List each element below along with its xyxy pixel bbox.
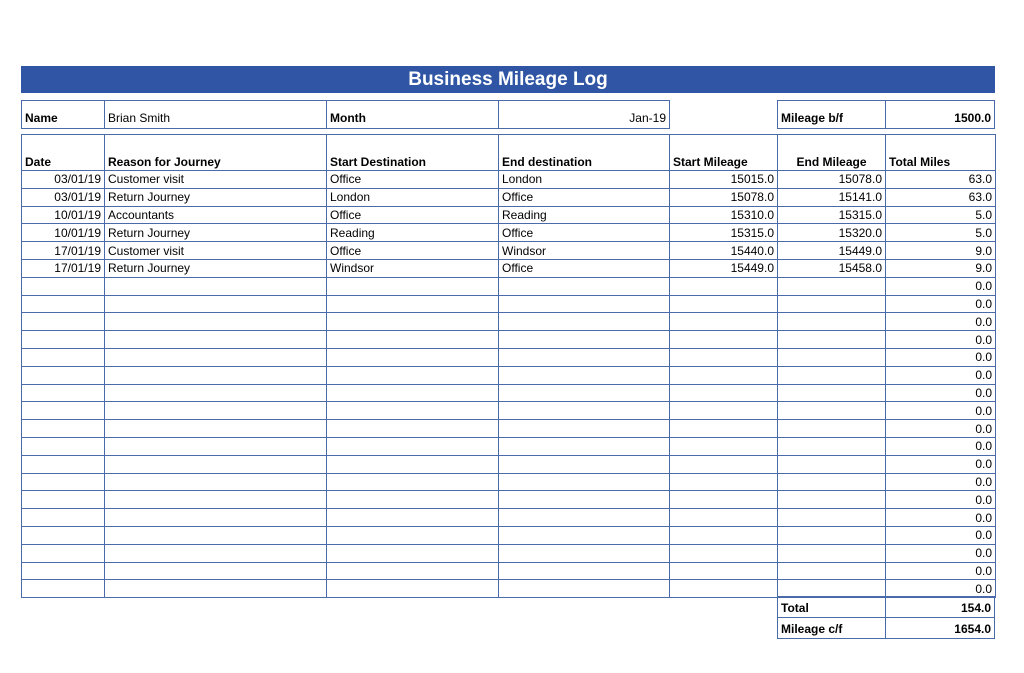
start-destination-cell[interactable]: Windsor	[327, 259, 499, 277]
reason-cell[interactable]	[105, 348, 327, 366]
start-destination-cell[interactable]: Office	[327, 206, 499, 224]
end-destination-cell[interactable]	[499, 402, 670, 420]
start-destination-cell[interactable]	[327, 348, 499, 366]
start-mileage-cell[interactable]	[670, 509, 778, 527]
start-destination-cell[interactable]	[327, 437, 499, 455]
total-miles-cell[interactable]: 0.0	[886, 562, 996, 580]
total-miles-cell[interactable]: 63.0	[886, 171, 996, 189]
date-cell[interactable]	[22, 473, 105, 491]
table-row	[22, 259, 996, 277]
date-cell[interactable]	[22, 366, 105, 384]
start-destination-cell[interactable]	[327, 384, 499, 402]
reason-cell[interactable]: Customer visit	[105, 242, 327, 260]
month-label: Month	[326, 100, 499, 129]
column-header-end-destination: End destination	[499, 135, 670, 171]
start-mileage-cell[interactable]	[670, 331, 778, 349]
reason-cell[interactable]	[105, 580, 327, 598]
end-destination-cell[interactable]	[499, 384, 670, 402]
end-destination-cell[interactable]: Windsor	[499, 242, 670, 260]
end-mileage-cell[interactable]	[778, 384, 886, 402]
total-miles-cell[interactable]: 0.0	[886, 295, 996, 313]
start-mileage-cell[interactable]	[670, 544, 778, 562]
end-mileage-cell[interactable]: 15458.0	[778, 259, 886, 277]
start-mileage-cell[interactable]	[670, 313, 778, 331]
column-header-start-mileage: Start Mileage	[670, 135, 778, 171]
start-mileage-cell[interactable]	[670, 455, 778, 473]
column-header-end-mileage: End Mileage	[778, 135, 886, 171]
date-cell[interactable]	[22, 526, 105, 544]
start-destination-cell[interactable]: Office	[327, 171, 499, 189]
total-label: Total	[777, 596, 886, 618]
table-row	[22, 580, 996, 598]
start-destination-cell[interactable]	[327, 544, 499, 562]
start-destination-cell[interactable]	[327, 366, 499, 384]
end-destination-cell[interactable]	[499, 509, 670, 527]
table-row	[22, 437, 996, 455]
end-destination-cell[interactable]	[499, 491, 670, 509]
end-destination-cell[interactable]	[499, 580, 670, 598]
column-header-total-miles: Total Miles	[886, 135, 996, 171]
mileage-table	[21, 134, 996, 598]
start-mileage-cell[interactable]	[670, 366, 778, 384]
start-destination-cell[interactable]	[327, 331, 499, 349]
table-row	[22, 526, 996, 544]
start-destination-cell[interactable]	[327, 473, 499, 491]
table-row	[22, 277, 996, 295]
reason-cell[interactable]	[105, 331, 327, 349]
end-mileage-cell[interactable]	[778, 437, 886, 455]
total-miles-cell[interactable]: 0.0	[886, 277, 996, 295]
end-mileage-cell[interactable]	[778, 313, 886, 331]
start-destination-cell[interactable]	[327, 562, 499, 580]
date-cell[interactable]	[22, 509, 105, 527]
reason-cell[interactable]	[105, 313, 327, 331]
start-mileage-cell[interactable]: 15310.0	[670, 206, 778, 224]
start-mileage-cell[interactable]: 15449.0	[670, 259, 778, 277]
reason-cell[interactable]	[105, 420, 327, 438]
start-mileage-cell[interactable]	[670, 384, 778, 402]
date-cell[interactable]	[22, 544, 105, 562]
total-miles-cell[interactable]: 0.0	[886, 473, 996, 491]
reason-cell[interactable]	[105, 402, 327, 420]
date-cell[interactable]	[22, 402, 105, 420]
name-field[interactable]: Brian Smith	[104, 100, 327, 129]
start-mileage-cell[interactable]: 15078.0	[670, 188, 778, 206]
end-destination-cell[interactable]	[499, 366, 670, 384]
start-destination-cell[interactable]	[327, 526, 499, 544]
total-miles-cell[interactable]: 0.0	[886, 437, 996, 455]
start-mileage-cell[interactable]: 15440.0	[670, 242, 778, 260]
column-header-reason: Reason for Journey	[105, 135, 327, 171]
date-cell[interactable]	[22, 313, 105, 331]
table-row	[22, 366, 996, 384]
date-cell[interactable]: 10/01/19	[22, 206, 105, 224]
start-mileage-cell[interactable]	[670, 277, 778, 295]
table-row	[22, 242, 996, 260]
total-miles-cell[interactable]: 0.0	[886, 544, 996, 562]
start-destination-cell[interactable]	[327, 509, 499, 527]
total-miles-cell[interactable]: 0.0	[886, 384, 996, 402]
end-destination-cell[interactable]	[499, 420, 670, 438]
end-destination-cell[interactable]: London	[499, 171, 670, 189]
end-mileage-cell[interactable]	[778, 348, 886, 366]
date-cell[interactable]: 03/01/19	[22, 171, 105, 189]
date-cell[interactable]	[22, 491, 105, 509]
table-row	[22, 188, 996, 206]
reason-cell[interactable]: Return Journey	[105, 259, 327, 277]
start-mileage-cell[interactable]	[670, 402, 778, 420]
total-miles-cell[interactable]: 5.0	[886, 206, 996, 224]
date-cell[interactable]	[22, 580, 105, 598]
table-row	[22, 171, 996, 189]
date-cell[interactable]	[22, 331, 105, 349]
total-miles-cell[interactable]: 5.0	[886, 224, 996, 242]
start-destination-cell[interactable]: Office	[327, 242, 499, 260]
total-miles-cell[interactable]: 0.0	[886, 366, 996, 384]
start-destination-cell[interactable]	[327, 295, 499, 313]
end-mileage-cell[interactable]	[778, 366, 886, 384]
end-mileage-cell[interactable]: 15449.0	[778, 242, 886, 260]
start-mileage-cell[interactable]	[670, 437, 778, 455]
start-destination-cell[interactable]	[327, 455, 499, 473]
end-destination-cell[interactable]	[499, 295, 670, 313]
reason-cell[interactable]	[105, 366, 327, 384]
end-mileage-cell[interactable]	[778, 526, 886, 544]
date-cell[interactable]	[22, 562, 105, 580]
start-mileage-cell[interactable]	[670, 526, 778, 544]
total-miles-cell[interactable]: 0.0	[886, 491, 996, 509]
date-cell[interactable]: 17/01/19	[22, 259, 105, 277]
start-mileage-cell[interactable]	[670, 295, 778, 313]
end-mileage-cell[interactable]	[778, 562, 886, 580]
table-row	[22, 384, 996, 402]
total-miles-cell[interactable]: 0.0	[886, 313, 996, 331]
start-mileage-cell[interactable]	[670, 348, 778, 366]
end-mileage-cell[interactable]	[778, 544, 886, 562]
mileage-bf-field[interactable]: 1500.0	[885, 100, 995, 129]
end-destination-cell[interactable]	[499, 331, 670, 349]
table-row	[22, 562, 996, 580]
end-mileage-cell[interactable]	[778, 295, 886, 313]
end-destination-cell[interactable]: Reading	[499, 206, 670, 224]
date-cell[interactable]: 10/01/19	[22, 224, 105, 242]
end-mileage-cell[interactable]: 15320.0	[778, 224, 886, 242]
end-destination-cell[interactable]	[499, 313, 670, 331]
total-miles-cell[interactable]: 0.0	[886, 509, 996, 527]
table-row	[22, 491, 996, 509]
start-mileage-cell[interactable]	[670, 473, 778, 491]
date-cell[interactable]	[22, 277, 105, 295]
total-miles-cell[interactable]: 0.0	[886, 526, 996, 544]
reason-cell[interactable]	[105, 295, 327, 313]
name-label: Name	[21, 100, 105, 129]
table-row	[22, 544, 996, 562]
end-destination-cell[interactable]	[499, 473, 670, 491]
end-mileage-cell[interactable]	[778, 420, 886, 438]
reason-cell[interactable]	[105, 526, 327, 544]
end-mileage-cell[interactable]	[778, 580, 886, 598]
end-mileage-cell[interactable]	[778, 277, 886, 295]
end-destination-cell[interactable]: Office	[499, 224, 670, 242]
reason-cell[interactable]	[105, 544, 327, 562]
end-destination-cell[interactable]	[499, 526, 670, 544]
reason-cell[interactable]	[105, 562, 327, 580]
end-mileage-cell[interactable]: 15078.0	[778, 171, 886, 189]
total-miles-cell[interactable]: 63.0	[886, 188, 996, 206]
total-miles-cell[interactable]: 0.0	[886, 402, 996, 420]
date-cell[interactable]	[22, 420, 105, 438]
total-miles-cell[interactable]: 0.0	[886, 348, 996, 366]
column-header-date: Date	[22, 135, 105, 171]
start-mileage-cell[interactable]: 15315.0	[670, 224, 778, 242]
reason-cell[interactable]: Return Journey	[105, 224, 327, 242]
table-row	[22, 206, 996, 224]
reason-cell[interactable]: Customer visit	[105, 171, 327, 189]
table-row	[22, 473, 996, 491]
table-row	[22, 295, 996, 313]
mileage-cf-value: 1654.0	[885, 617, 995, 639]
total-value: 154.0	[885, 596, 995, 618]
end-destination-cell[interactable]	[499, 544, 670, 562]
start-destination-cell[interactable]	[327, 580, 499, 598]
start-destination-cell[interactable]: London	[327, 188, 499, 206]
reason-cell[interactable]	[105, 277, 327, 295]
end-mileage-cell[interactable]	[778, 455, 886, 473]
end-mileage-cell[interactable]: 15315.0	[778, 206, 886, 224]
start-mileage-cell[interactable]	[670, 420, 778, 438]
date-cell[interactable]	[22, 295, 105, 313]
total-miles-cell[interactable]: 9.0	[886, 259, 996, 277]
total-miles-cell[interactable]: 0.0	[886, 455, 996, 473]
page-title: Business Mileage Log	[21, 66, 995, 93]
table-row	[22, 509, 996, 527]
total-miles-cell[interactable]: 0.0	[886, 420, 996, 438]
reason-cell[interactable]	[105, 509, 327, 527]
reason-cell[interactable]: Return Journey	[105, 188, 327, 206]
table-row	[22, 313, 996, 331]
reason-cell[interactable]	[105, 473, 327, 491]
start-destination-cell[interactable]	[327, 402, 499, 420]
end-mileage-cell[interactable]: 15141.0	[778, 188, 886, 206]
end-destination-cell[interactable]	[499, 562, 670, 580]
end-destination-cell[interactable]: Office	[499, 188, 670, 206]
end-destination-cell[interactable]	[499, 348, 670, 366]
column-header-start-destination: Start Destination	[327, 135, 499, 171]
reason-cell[interactable]	[105, 455, 327, 473]
table-row	[22, 348, 996, 366]
date-cell[interactable]: 03/01/19	[22, 188, 105, 206]
reason-cell[interactable]	[105, 384, 327, 402]
end-mileage-cell[interactable]	[778, 491, 886, 509]
start-mileage-cell[interactable]: 15015.0	[670, 171, 778, 189]
end-mileage-cell[interactable]	[778, 509, 886, 527]
end-destination-cell[interactable]	[499, 437, 670, 455]
start-mileage-cell[interactable]	[670, 580, 778, 598]
end-destination-cell[interactable]: Office	[499, 259, 670, 277]
table-row	[22, 331, 996, 349]
start-destination-cell[interactable]	[327, 277, 499, 295]
total-miles-cell[interactable]: 0.0	[886, 331, 996, 349]
start-destination-cell[interactable]	[327, 313, 499, 331]
date-cell[interactable]	[22, 384, 105, 402]
table-header-row	[22, 135, 996, 171]
reason-cell[interactable]: Accountants	[105, 206, 327, 224]
date-cell[interactable]	[22, 348, 105, 366]
end-mileage-cell[interactable]	[778, 331, 886, 349]
end-destination-cell[interactable]	[499, 455, 670, 473]
date-cell[interactable]	[22, 437, 105, 455]
date-cell[interactable]	[22, 455, 105, 473]
table-row	[22, 420, 996, 438]
start-destination-cell[interactable]: Reading	[327, 224, 499, 242]
table-row	[22, 402, 996, 420]
reason-cell[interactable]	[105, 491, 327, 509]
total-miles-cell[interactable]: 9.0	[886, 242, 996, 260]
start-destination-cell[interactable]	[327, 420, 499, 438]
reason-cell[interactable]	[105, 437, 327, 455]
end-mileage-cell[interactable]	[778, 473, 886, 491]
end-destination-cell[interactable]	[499, 277, 670, 295]
start-mileage-cell[interactable]	[670, 491, 778, 509]
date-cell[interactable]: 17/01/19	[22, 242, 105, 260]
mileage-cf-label: Mileage c/f	[777, 617, 886, 639]
table-row	[22, 224, 996, 242]
month-field[interactable]: Jan-19	[498, 100, 670, 129]
start-destination-cell[interactable]	[327, 491, 499, 509]
start-mileage-cell[interactable]	[670, 562, 778, 580]
table-row	[22, 455, 996, 473]
total-miles-cell[interactable]: 0.0	[886, 580, 996, 598]
end-mileage-cell[interactable]	[778, 402, 886, 420]
mileage-bf-label: Mileage b/f	[777, 100, 886, 129]
